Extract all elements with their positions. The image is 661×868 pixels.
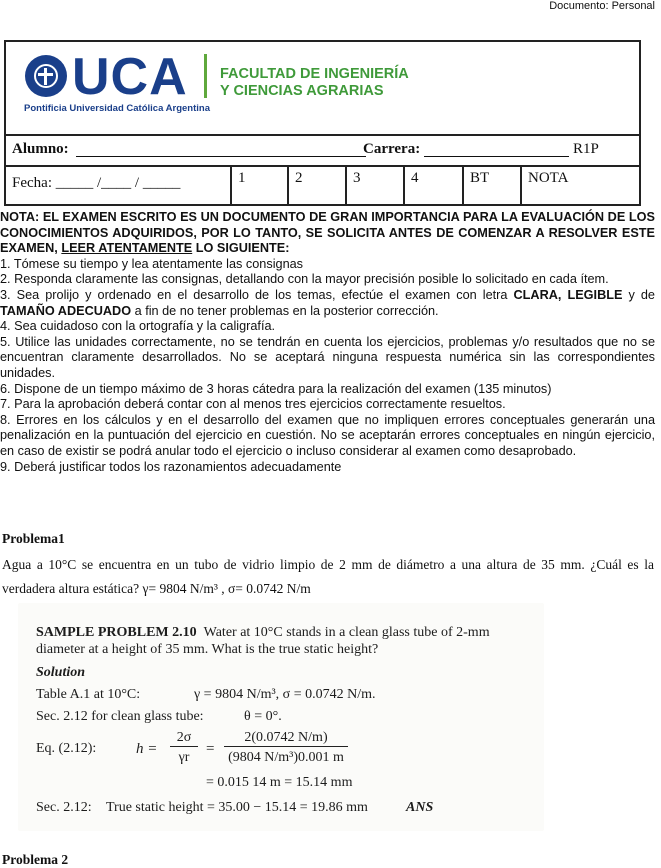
grade-col-nota: NOTA <box>520 167 639 204</box>
faculty-name <box>220 66 409 100</box>
grade-col-1: 1 <box>230 167 287 204</box>
sample-final-answer: True static height = 35.00 − 15.14 = 19.86 mm <box>106 800 368 815</box>
sample-problem-image <box>18 603 544 831</box>
sample-table-ref: Table A.1 at 10°C: <box>36 687 141 702</box>
instruction-4: 4. Sea cuidadoso con la ortografía y la caligrafía. <box>0 319 276 334</box>
alumno-label: Alumno: <box>12 141 69 157</box>
header-logo-box <box>4 40 641 136</box>
sample-contact-angle: θ = 0°. <box>244 709 282 724</box>
instruction-2: 2. Responda claramente las consignas, detallando con la mayor precisión posible lo solicitado en cada ítem. <box>0 272 609 287</box>
faculty-line-1: FACULTAD DE INGENIERÍA <box>220 66 409 82</box>
sample-frac2-den: (9804 N/m³)0.001 m <box>228 750 344 765</box>
fecha-field[interactable]: _____ /____ / _____ <box>55 175 181 191</box>
exam-code: R1P <box>573 141 599 157</box>
university-seal-icon <box>25 55 67 97</box>
sample-statement-2: diameter at a height of 35 mm. What is the true static height? <box>36 642 379 657</box>
instruction-9: 9. Deberá justificar todos los razonamientos adecuadamente <box>0 459 342 474</box>
sample-frac1-num: 2σ <box>170 730 198 747</box>
alumno-field[interactable] <box>76 156 366 157</box>
problem-1-title: Problema1 <box>2 531 65 546</box>
carrera-label: Carrera: <box>363 141 421 157</box>
logo-divider <box>204 54 207 98</box>
uca-logo-text: UCA <box>72 48 188 106</box>
grade-row <box>4 167 641 206</box>
sample-final-ref: Sec. 2.12: <box>36 800 92 815</box>
sample-eq-ref: Eq. (2.12): <box>36 741 97 756</box>
student-row <box>4 134 641 167</box>
instruction-3: 3. Sea prolijo y ordenado en el desarrollo de los temas, efectúe el examen con letra CLARA, LEGIBLE y de TAMAÑO ADECUADO a fin de no tener problemas en la posterior corrección. <box>0 287 655 318</box>
problem-2-title: Problema 2 <box>2 852 69 867</box>
grade-col-4: 4 <box>403 167 462 204</box>
sample-equals: = <box>206 741 215 757</box>
instruction-6: 6. Dispone de un tiempo máximo de 3 horas cátedra para la realización del examen (135 minutos) <box>0 381 552 396</box>
carrera-field[interactable] <box>424 156 569 157</box>
instructions-heading: NOTA: EL EXAMEN ESCRITO ES UN DOCUMENTO DE GRAN IMPORTANCIA PARA LA EVALUACIÓN DE LOS CONOCIMIENTOS ADQUIRIDOS, POR LO TANTO, SE SOLICITA ANTES DE COMENZAR A RESOLVER ESTE EXAMEN, LEER ATENTAMENTE LO SIGUIENTE: <box>0 210 655 256</box>
sample-statement-1: Water at 10°C stands in a clean glass tube of 2-mm <box>203 625 490 640</box>
sample-section-ref: Sec. 2.12 for clean glass tube: <box>36 709 204 724</box>
sample-frac2-num: 2(0.0742 N/m) <box>224 730 348 747</box>
grade-col-bt: BT <box>462 167 520 204</box>
faculty-line-2: Y CIENCIAS AGRARIAS <box>220 83 384 99</box>
sample-h-symbol: h = <box>136 741 158 757</box>
document-classification-label: Documento: Personal <box>549 0 655 12</box>
instruction-7: 7. Para la aprobación deberá contar con al menos tres ejercicios correctamente resueltos. <box>0 397 506 412</box>
grade-col-2: 2 <box>287 167 345 204</box>
fecha-label: Fecha: <box>12 175 52 191</box>
sample-frac1-den: γr <box>178 750 190 765</box>
sample-ans-label: ANS <box>406 800 434 815</box>
instruction-8: 8. Errores en los cálculos y en el desarrollo del examen que no impliquen errores conceptuales generarán una penalización en la puntuación del ejercicio en cuestión. No se aceptarán errores conceptuales en ningún ejercicio, en caso de existir se podrá anular todo el ejercicio o incluso considerar al examen como desaprobado. <box>0 412 655 458</box>
university-name: Pontificia Universidad Católica Argentina <box>24 103 210 114</box>
instruction-1: 1. Tómese su tiempo y lea atentamente las consignas <box>0 256 304 271</box>
sample-solution-label: Solution <box>36 665 86 680</box>
exam-instructions <box>0 210 655 475</box>
problem-1-statement: Agua a 10°C se encuentra en un tubo de vidrio limpio de 2 mm de diámetro a una altura de 35 mm. ¿Cuál es la verdadera altura estática? γ= 9804 N/m³ , σ= 0.0742 N/m <box>2 557 654 596</box>
sample-result: = 0.015 14 m = 15.14 mm <box>206 775 353 790</box>
grade-col-3: 3 <box>345 167 403 204</box>
sample-properties: γ = 9804 N/m³, σ = 0.0742 N/m. <box>194 687 376 702</box>
sample-title: SAMPLE PROBLEM 2.10 <box>36 625 197 640</box>
instruction-5: 5. Utilice las unidades correctamente, no se tendrán en cuenta los ejercicios, problemas y/o resultados que no se encuentran claramente desarrollados. No se aceptará ninguna respuesta numérica sin las correspondientes unidades. <box>0 334 655 380</box>
